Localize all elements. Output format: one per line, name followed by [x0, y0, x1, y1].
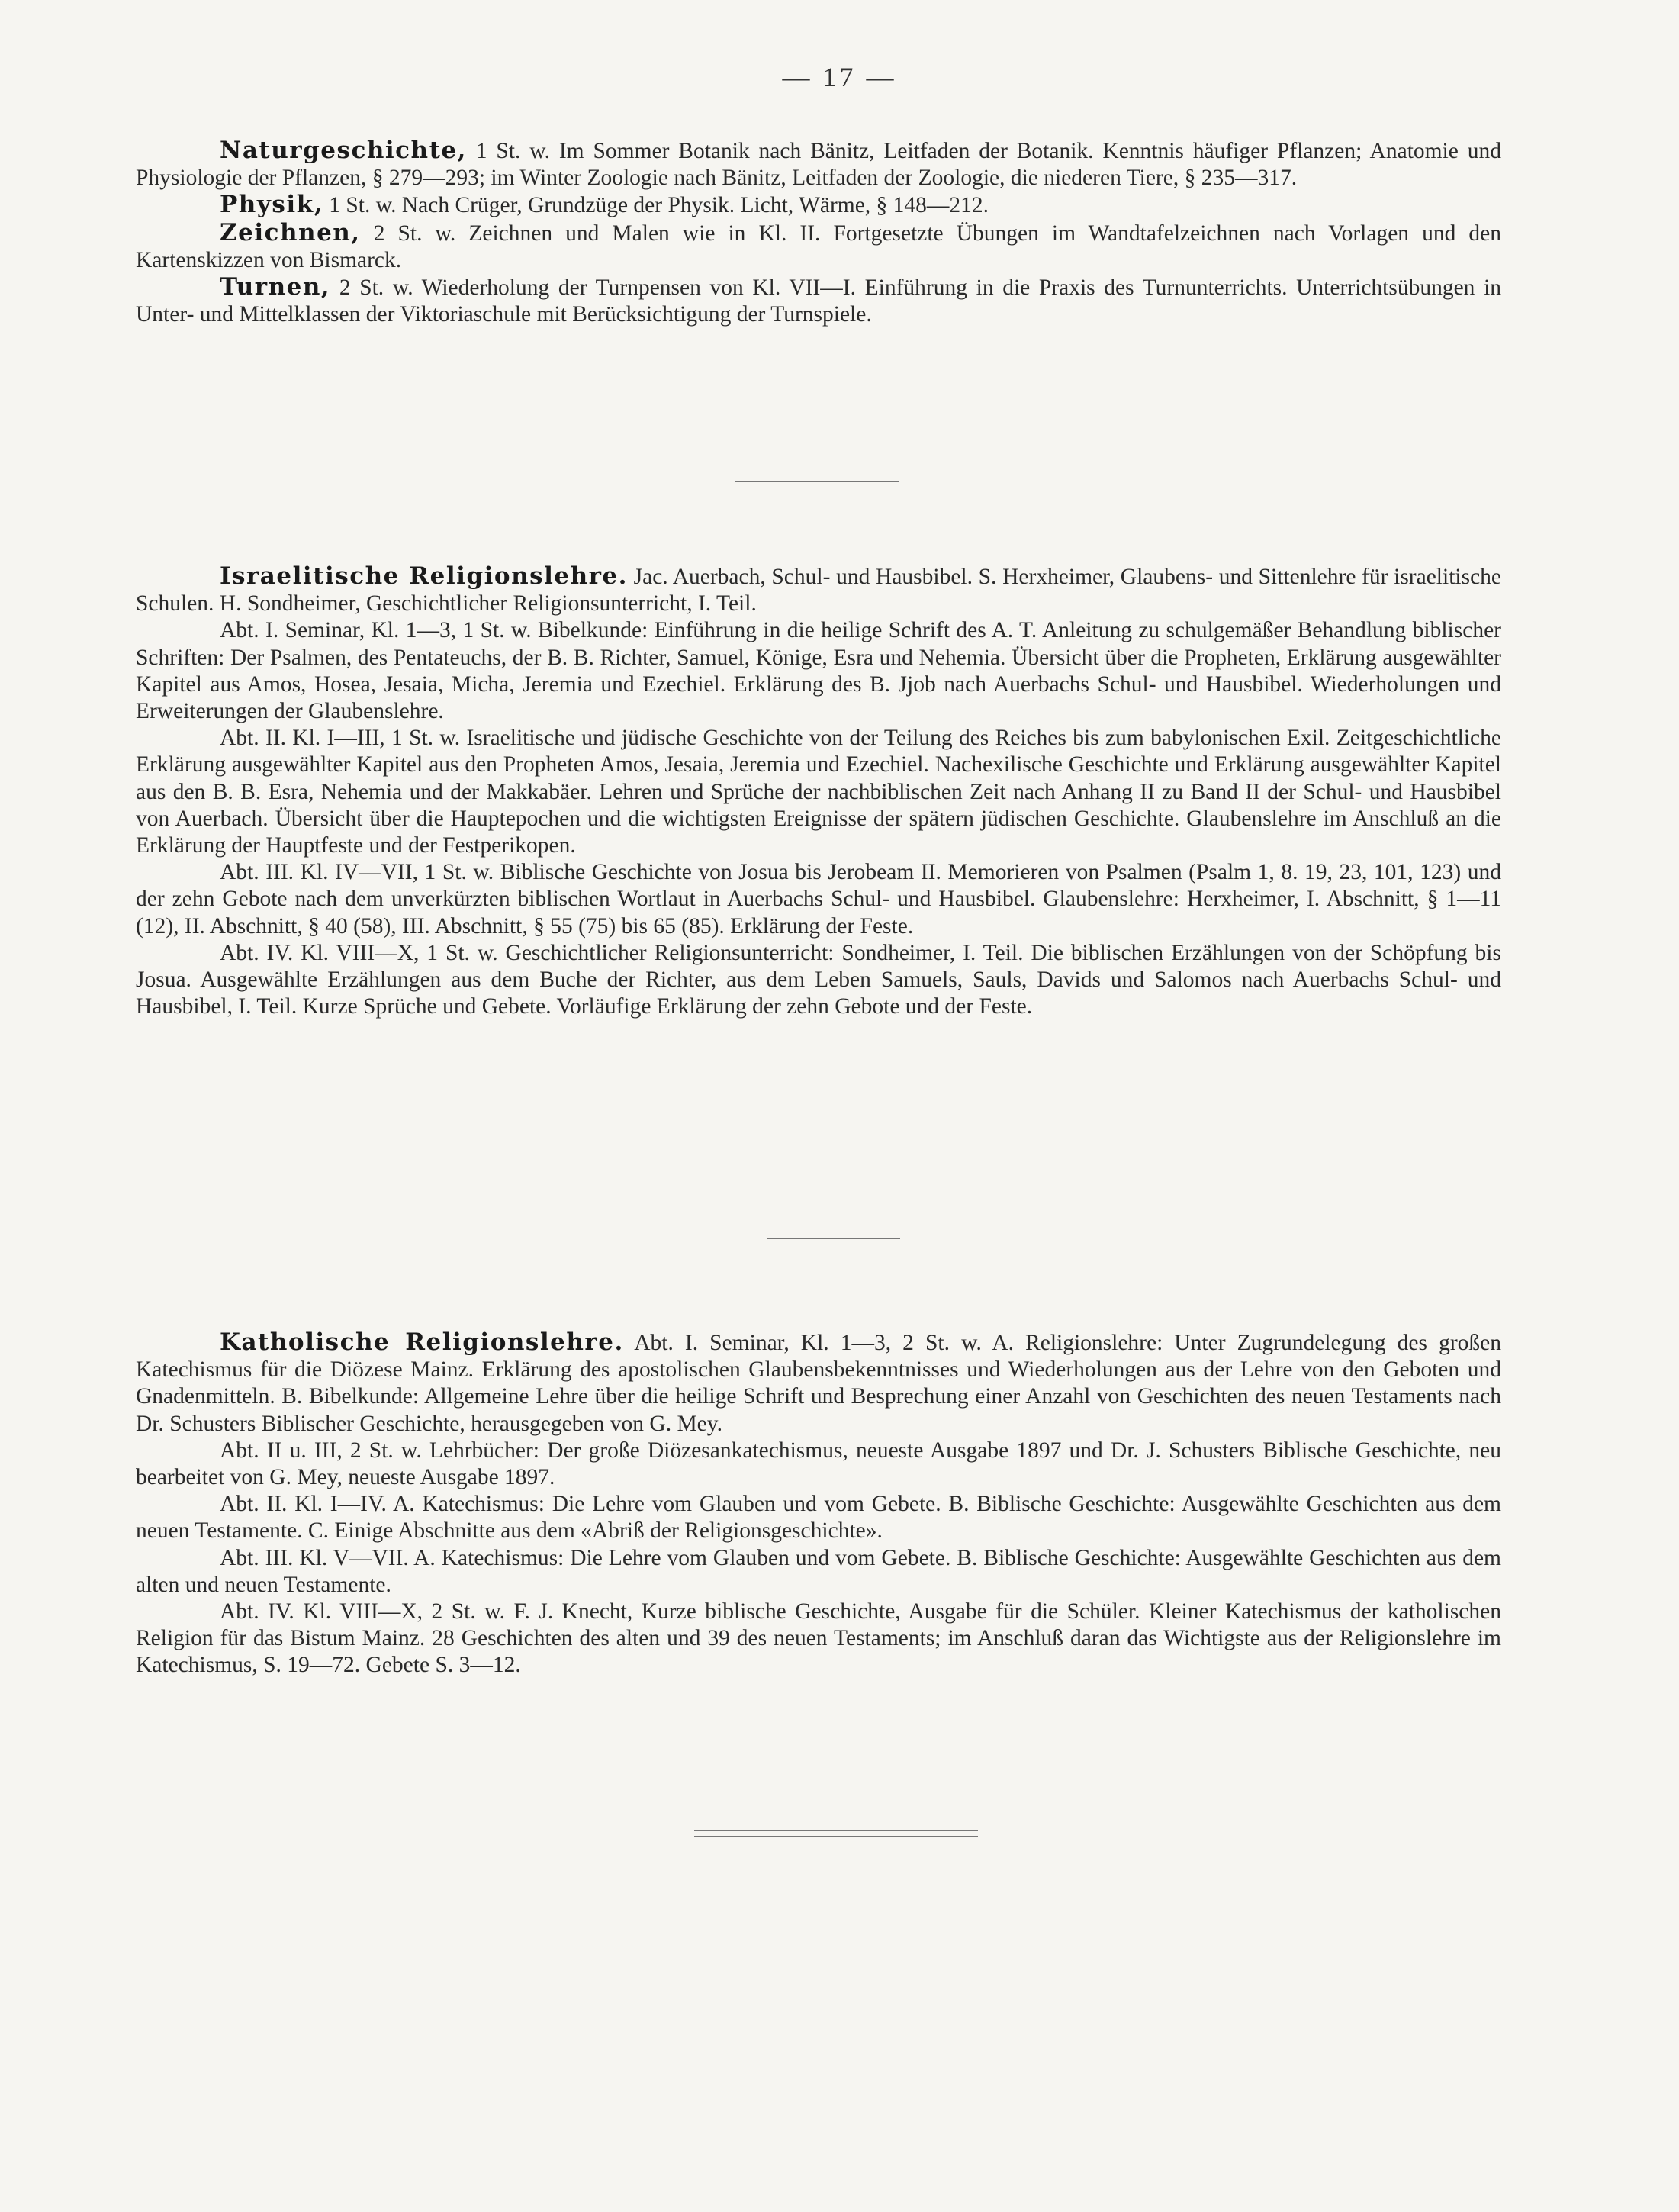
- paragraph-naturgeschichte: [136, 137, 1501, 192]
- paragraph-israelitische-abt-4: Abt. IV. Kl. VIII—X, 1 St. w. Geschichtlicher Religionsunterricht: Sondheimer, I. Teil. Die biblischen Erzählungen von der Schöpfung bis Josua. Ausgewählte Erzählungen aus dem Buche der Richter, aus dem Leben Samuels, Sauls, Davids und Salomos nach Auerbachs Schul- und Hausbibel, I. Teil. Kurze Sprüche und Gebete. Vorläufige Erklärung der zehn Gebote und der Feste.: [136, 940, 1501, 1019]
- section-divider: [767, 1238, 900, 1239]
- text-naturgeschichte: 1 St. w. Im Sommer Botanik nach Bänitz, Leitfaden der Botanik. Kenntnis häufiger Pflanzen; Anatomie und Physiologie der Pflanzen, § 279—293; im Winter Zoologie nach Bänitz, Leitfaden der Zoologie, die niederen Tiere, § 235—317.: [136, 139, 1501, 191]
- paragraph-zeichnen: [136, 220, 1501, 274]
- paragraph-israelitische-intro: [136, 563, 1501, 617]
- heading-katholische: Katholische Religionslehre.: [220, 1328, 624, 1356]
- paragraph-physik: [136, 192, 1501, 219]
- text-zeichnen: 2 St. w. Zeichnen und Malen wie in Kl. II. Fortgesetzte Übungen im Wandtafelzeichnen nach Vorlagen und den Kartenskizzen von Bismarck.: [136, 221, 1501, 272]
- section-israelitische-religionslehre: [136, 563, 1501, 1020]
- text-physik: 1 St. w. Nach Crüger, Grundzüge der Physik. Licht, Wärme, § 148—212.: [329, 193, 989, 218]
- text-turnen: 2 St. w. Wiederholung der Turnpensen von Kl. VII—I. Einführung in die Praxis des Turnunterrichts. Unterrichtsübungen in Unter- und Mittelklassen der Viktoriaschule mit Berücksichtigung der Turnspiele.: [136, 275, 1502, 327]
- text-israelitische-intro: Jac. Auerbach, Schul- und Hausbibel. S. Herxheimer, Glaubens- und Sittenlehre für israelitische Schulen. H. Sondheimer, Geschichtlicher Religionsunterricht, I. Teil.: [136, 565, 1502, 617]
- heading-israelitische: Israelitische Religionslehre.: [220, 562, 628, 590]
- paragraph-israelitische-abt-1: Abt. I. Seminar, Kl. 1—3, 1 St. w. Bibelkunde: Einführung in die heilige Schrift des A. T. Anleitung zu schulgemäßer Behandlung biblischer Schriften: Der Psalmen, des Pentateuchs, der B. B. Richter, Samuel, Könige, Esra und Nehemia. Übersicht über die Propheten, Erklärung ausgewählter Kapitel aus Amos, Hosea, Jesaia, Micha, Jeremia und Ezechiel. Erklärung des B. Jjob nach Auerbachs Schul- und Hausbibel. Wiederholungen und Erweiterungen der Glaubenslehre.: [136, 618, 1501, 724]
- paragraph-israelitische-abt-3: Abt. III. Kl. IV—VII, 1 St. w. Biblische Geschichte von Josua bis Jerobeam II. Memorieren von Psalmen (Psalm 1, 8. 19, 23, 101, 123) und der zehn Gebote nach dem unverkürzten biblischen Wortlaut in Auerbachs Schul- und Hausbibel. Glaubenslehre: Herxheimer, I. Abschnitt, § 1—11 (12), II. Abschnitt, § 40 (58), III. Abschnitt, § 55 (75) bis 65 (85). Erklärung der Feste.: [136, 860, 1501, 939]
- paragraph-katholische-abt-2: Abt. II. Kl. I—IV. A. Katechismus: Die Lehre vom Glauben und vom Gebete. B. Biblische Geschichte: Ausgewählte Geschichten aus dem neuen Testamente. C. Einige Abschnitte aus dem «Abriß der Religionsgeschichte».: [136, 1492, 1501, 1544]
- paragraph-katholische-abt-3: Abt. III. Kl. V—VII. A. Katechismus: Die Lehre vom Glauben und vom Gebete. B. Biblische Geschichte: Ausgewählte Geschichten aus dem alten und neuen Testamente.: [136, 1545, 1501, 1597]
- heading-naturgeschichte: Naturgeschichte,: [220, 137, 467, 164]
- section-katholische-religionslehre: [136, 1329, 1501, 1679]
- heading-turnen: Turnen,: [220, 273, 331, 301]
- text-katholische-intro: Abt. I. Seminar, Kl. 1—3, 2 St. w. A. Religionslehre: Unter Zugrundelegung des großen Katechismus für die Diözese Mainz. Erklärung des apostolischen Glaubensbekenntnisses und Wiederholungen aus der Lehre von den Geboten und Gnadenmitteln. B. Bibelkunde: Allgemeine Lehre über die heilige Schrift und Besprechung einer Anzahl von Geschichten des neuen Testaments nach Dr. Schusters Biblischer Geschichte, herausgegeben von G. Mey.: [136, 1331, 1501, 1436]
- section-divider: [735, 481, 899, 482]
- section-subjects: [136, 137, 1501, 328]
- end-double-rule: [694, 1830, 978, 1831]
- paragraph-turnen: [136, 274, 1501, 328]
- heading-physik: Physik,: [220, 191, 323, 219]
- page-number: — 17 —: [782, 62, 897, 92]
- paragraph-katholische-abt-4: Abt. IV. Kl. VIII—X, 2 St. w. F. J. Knecht, Kurze biblische Geschichte, Ausgabe für die Schüler. Kleiner Katechismus der katholischen Religion für das Bistum Mainz. 28 Geschichten des alten und 39 des neuen Testaments; im Anschluß daran das Wichtigste aus der Religionslehre im Katechismus, S. 19—72. Gebete S. 3—12.: [136, 1599, 1501, 1678]
- heading-zeichnen: Zeichnen,: [220, 218, 361, 246]
- paragraph-katholische-intro: [136, 1329, 1501, 1438]
- paragraph-katholische-abt-2-3: Abt. II u. III, 2 St. w. Lehrbücher: Der große Diözesankatechismus, neueste Ausgabe 1897 und Dr. J. Schusters Biblische Geschichte, neu bearbeitet von G. Mey, neueste Ausgabe 1897.: [136, 1438, 1501, 1490]
- paragraph-israelitische-abt-2: Abt. II. Kl. I—III, 1 St. w. Israelitische und jüdische Geschichte von der Teilung des Reiches bis zum babylonischen Exil. Zeitgeschichtliche Erklärung ausgewählter Kapitel aus den Propheten Amos, Jesaia, Jeremia und Ezechiel. Nachexilische Geschichte und Erklärung ausgewählter Kapitel aus den B. B. Esra, Nehemia und der Makkabäer. Lehren und Sprüche der nachbiblischen Zeit nach Anhang II zu Band II der Schul- und Hausbibel von Auerbach. Übersicht über die Hauptepochen und die wichtigsten Ereignisse der spätern jüdischen Geschichte. Glaubenslehre im Anschluß an die Erklärung der Hauptfeste und der Festperikopen.: [136, 726, 1501, 858]
